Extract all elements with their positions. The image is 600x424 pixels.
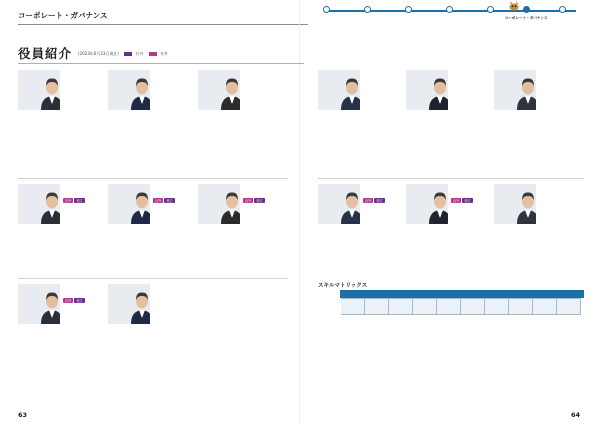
officer-profile (494, 184, 582, 288)
officer-tags (363, 187, 397, 203)
chapter-nav-dot (487, 6, 494, 13)
matrix-column-header (365, 299, 389, 315)
officer-tag: 社外 (65, 299, 72, 303)
matrix-column-header (413, 299, 437, 315)
officer-tag: 独立 (166, 199, 173, 203)
officer-profile (406, 184, 494, 288)
officer-profile (18, 184, 106, 288)
officer-photo-frame (406, 70, 488, 110)
matrix-column-header (509, 299, 533, 315)
as-of-date: (2023年6月23日現在) (78, 51, 119, 56)
officer-photo-frame (108, 284, 190, 324)
chapter-nav-item[interactable] (304, 6, 348, 16)
page-header (0, 0, 600, 40)
chapter-nav-item[interactable] (540, 6, 584, 16)
matrix-column-header (461, 299, 485, 315)
chapter-nav-dot (364, 6, 371, 13)
officer-tags (451, 73, 485, 79)
matrix-corner (319, 299, 341, 315)
officer-tag: 社外 (453, 199, 460, 203)
officer-nameplate (536, 184, 576, 224)
officer-tags (153, 287, 187, 293)
officer-profile (406, 70, 494, 174)
officer-tags (153, 73, 187, 79)
officer-nameplate (60, 184, 100, 224)
title-divider (18, 63, 304, 64)
officer-tags (63, 187, 97, 203)
officer-tags (539, 187, 573, 193)
officer-nameplate (60, 284, 100, 324)
officer-nameplate (150, 184, 190, 224)
skills-matrix-table (318, 298, 581, 315)
right-page-number: 64 (571, 411, 581, 419)
chapter-nav-dot (405, 6, 412, 13)
row-divider (318, 178, 584, 179)
officer-photo-frame (494, 184, 576, 224)
officer-tags (63, 73, 97, 79)
chapter-nav-item[interactable] (427, 6, 471, 16)
officer-profile (198, 184, 286, 288)
officer-nameplate (150, 70, 190, 110)
officer-profile (18, 284, 106, 388)
chapter-nav-item[interactable] (386, 6, 430, 16)
legend-outside-swatch (149, 52, 157, 56)
chapter-nav-item[interactable] (345, 6, 389, 16)
row-divider (18, 178, 288, 179)
left-page-number: 63 (18, 411, 28, 419)
officer-tags (243, 73, 277, 79)
officer-nameplate (360, 184, 400, 224)
officer-photo-frame (198, 184, 280, 224)
section-title: コーポレート・ガバナンス (18, 11, 108, 20)
title-note (78, 51, 168, 57)
header-divider (18, 24, 308, 25)
officer-photo-frame (18, 70, 100, 110)
officer-tags (153, 187, 187, 203)
matrix-column-header (533, 299, 557, 315)
matrix-column-header (389, 299, 413, 315)
officer-tag: 社外 (65, 199, 72, 203)
officer-profile (318, 184, 406, 288)
officer-tags (451, 187, 485, 203)
officer-profile (494, 70, 582, 174)
row-divider (18, 278, 288, 279)
officer-tags (363, 73, 397, 79)
officer-tag: 独立 (464, 199, 471, 203)
chapter-nav-dot (559, 6, 566, 13)
officer-profile (108, 184, 196, 288)
legend-indep-label: 社外 (135, 51, 144, 56)
officer-tag: 独立 (76, 199, 83, 203)
officer-profile (18, 70, 106, 174)
mascot-icon (508, 1, 520, 11)
officer-nameplate (360, 70, 400, 110)
officer-nameplate (240, 70, 280, 110)
legend-outside-label: 社外 (160, 51, 169, 56)
page-title: 役員紹介 (18, 46, 73, 61)
officer-photo-frame (494, 70, 576, 110)
officer-nameplate (60, 70, 100, 110)
officer-tags (539, 73, 573, 79)
matrix-column-header (557, 299, 581, 315)
skills-matrix-title: スキルマトリックス (318, 283, 368, 289)
officer-tag: 社外 (155, 199, 162, 203)
skills-matrix-banner (340, 290, 584, 298)
officer-photo-frame (18, 284, 100, 324)
officer-photo-frame (318, 70, 400, 110)
officer-photo-frame (318, 184, 400, 224)
officer-nameplate (536, 70, 576, 110)
chapter-nav-dot (323, 6, 330, 13)
officer-tag: 独立 (376, 199, 383, 203)
officer-tag: 独立 (76, 299, 83, 303)
officer-tag: 社外 (365, 199, 372, 203)
officer-photo-frame (108, 184, 190, 224)
matrix-column-header (341, 299, 365, 315)
officer-photo-frame (18, 184, 100, 224)
officer-tags (243, 187, 277, 203)
officer-photo-frame (406, 184, 488, 224)
officer-tags (63, 287, 97, 303)
chapter-nav-label: コーポレート・ガバナンス (504, 16, 548, 20)
officer-photo-frame (108, 70, 190, 110)
officer-nameplate (150, 284, 190, 324)
legend-indep-swatch (124, 52, 132, 56)
officer-profile (108, 70, 196, 174)
officer-tag: 社外 (245, 199, 252, 203)
officer-tag: 独立 (256, 199, 263, 203)
officer-profile (198, 70, 286, 174)
officer-photo-frame (198, 70, 280, 110)
officer-nameplate (448, 70, 488, 110)
chapter-nav-dot (446, 6, 453, 13)
officer-profile (108, 284, 196, 388)
matrix-column-header (485, 299, 509, 315)
officer-profile (318, 70, 406, 174)
matrix-column-header (437, 299, 461, 315)
officer-nameplate (240, 184, 280, 224)
officer-nameplate (448, 184, 488, 224)
chapter-nav-dot (523, 6, 530, 13)
